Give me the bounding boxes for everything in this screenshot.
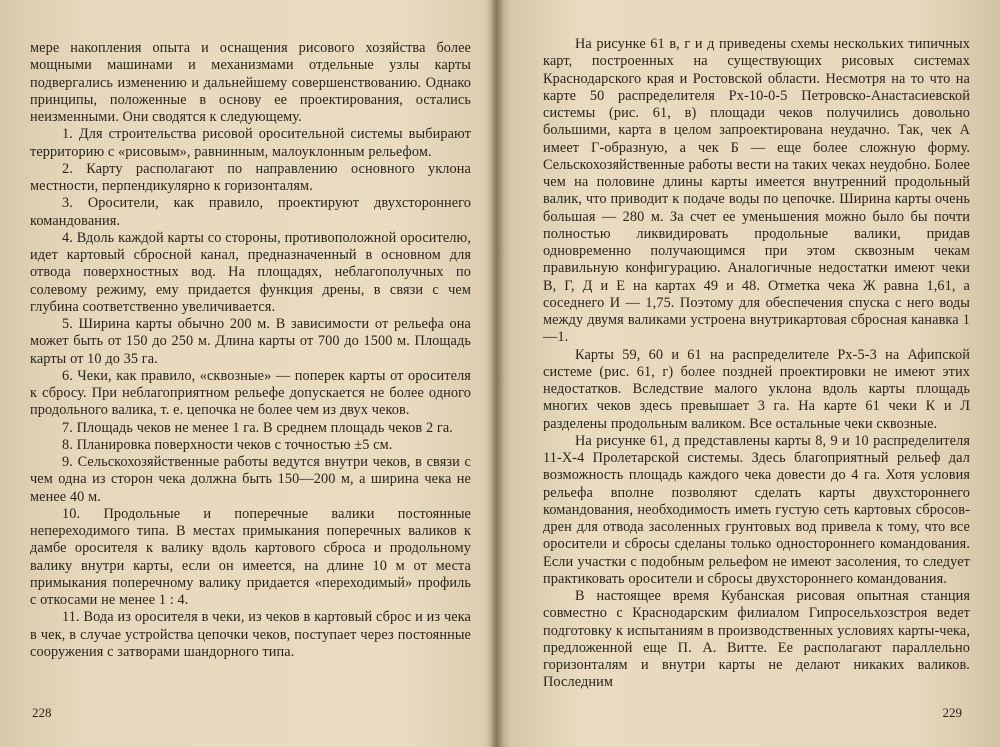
- page-number-right: 229: [942, 705, 962, 720]
- paragraph: 6. Чеки, как правило, «сквозные» — поперек карты от оросителя к сбросу. При неблагоприятном рельефе допускается не более одного продольного валика, т. е. цепочка не более чем из двух чеков.: [30, 367, 471, 419]
- paragraph: 5. Ширина карты обычно 200 м. В зависимости от рельефа она может быть от 150 до 250 м. Длина карты от 700 до 1500 м. Площадь карты от 10 до 35 га.: [30, 316, 471, 367]
- paragraph: В настоящее время Кубанская рисовая опытная станция совместно с Краснодарским филиалом Гипросельхозстроя ведет подготовку к испытаниям в производственных условиях карты-чека, предложенной еще П. А. Витте. Ее располагают параллельно горизонталям и внутри карты не делают никаких валиков. Последним: [543, 588, 970, 691]
- paragraph: На рисунке 61, д представлены карты 8, 9 и 10 распределителя 11-Х-4 Пролетарской системы. Здесь благоприятный рельеф дал возможность площадь каждого чека довести до 4 га. Хотя условия рельефа вполне позволяют сделать карты двухстороннего командования, необходимость иметь густую сеть картовых сбросов-дрен для отвода засоленных грунтовых вод привела к тому, что все оросители и сбросы сделаны только одностороннего командования. Если участки с подобным рельефом не имеют засоления, то следует практиковать оросители и сбросы двухстороннего командования.: [543, 432, 970, 587]
- paragraph: Карты 59, 60 и 61 на распределителе Рх-5-3 на Афипской системе (рис. 61, г) более поздней проектировки не имеют этих недостатков. Вследствие малого уклона вдоль карты площадь многих чеков здесь превышает 3 га. На карте 61 чеки К и Л разделены продольным валиком. Все остальные чеки сквозные.: [543, 346, 970, 432]
- paragraph: 9. Сельскохозяйственные работы ведутся внутри чеков, в связи с чем одна из сторон чека должна быть 150—200 м, а ширина чека не менее 40 м.: [30, 454, 471, 505]
- paragraph: 4. Вдоль каждой карты со стороны, противоположной оросителю, идет картовый сбросной канал, предназначенный в основном для отвода поверхностных вод. На площадях, неблагополучных по солевому режиму, ему придается функция дрены, в связи с чем глубина соответственно увеличивается.: [30, 229, 471, 315]
- right-page-text: [543, 36, 970, 692]
- left-page: [0, 0, 495, 747]
- page-number-left: 228: [32, 705, 52, 720]
- paragraph: 1. Для строительства рисовой оросительной системы выбирают территорию с «рисовым», равнинным, малоуклонным рельефом.: [30, 126, 471, 160]
- paragraph: 2. Карту располагают по направлению основного уклона местности, перпендикулярно к горизонталям.: [30, 160, 471, 194]
- paragraph: мере накопления опыта и оснащения рисовогo хозяйства более мощными машинами и механизмами отдельные узлы карты подвергались изменению и дальнейшему совершенствованию. Однако принципы, положенные в основу ее проектирования, остались неизменными. Они сводятся к следующему.: [30, 40, 471, 125]
- book-gutter: [490, 0, 504, 747]
- paragraph: 3. Оросители, как правило, проектируют двухстороннего командования.: [30, 195, 471, 229]
- paragraph: 10. Продольные и поперечные валики постоянные непереходимого типа. В местах примыкания поперечных валиков к дамбе оросителя к валику вдоль картового сброса и продольному валику внутри карты, если он имеется, на длине 10 м от места примыкания поперечному валику придается «переходимый» профиль с откосами не менее 1 : 4.: [30, 505, 471, 608]
- right-page: [503, 0, 1000, 747]
- paragraph: 11. Вода из оросителя в чеки, из чеков в картовый сброс и из чека в чек, в случае устройства цепочки чеков, поступает через постоянные сооружения с затворами шандорного типа.: [30, 609, 471, 660]
- paragraph: На рисунке 61 в, г и д приведены схемы нескольких типичных карт, построенных на существующих рисовых системах Краснодарского края и Ростовской области. Несмотря на то что на карте 50 распределителя Рх-10-0-5 Петровско-Анастасиевской системы (рис. 61, в) площади чеков получились довольно большими, карта в целом запроектирована неудачно. Так, чек А имеет Г-образную, а чек Б — еще более сложную форму. Сельскохозяйственные работы вести на таких чеках неудобно. Более чем на половине длины карты имеется внутренний продольный валик, что приводит к подаче воды по цепочке. Ширина карты очень большая — 280 м. За счет ее уменьшения можно было бы почти полностью ликвидировать продольные валики, придав одновременно получающимся при этом сквозным чекам правильную конфигурацию. Аналогичные недостатки имеют чеки В, Г, Д и Е на картах 49 и 48. Отметка чека Ж равна 1,61, а соседнего И — 1,75. Поэтому для обеспечения спуска с него воды между двумя валиками устроена внутрикартовая сбросная канавка 1—1.: [543, 36, 970, 346]
- left-page-text: [30, 40, 471, 661]
- paragraph: 8. Планировка поверхности чеков с точностью ±5 см.: [62, 436, 393, 453]
- paragraph: 7. Площадь чеков не менее 1 га. В среднем площадь чеков 2 га.: [62, 419, 453, 436]
